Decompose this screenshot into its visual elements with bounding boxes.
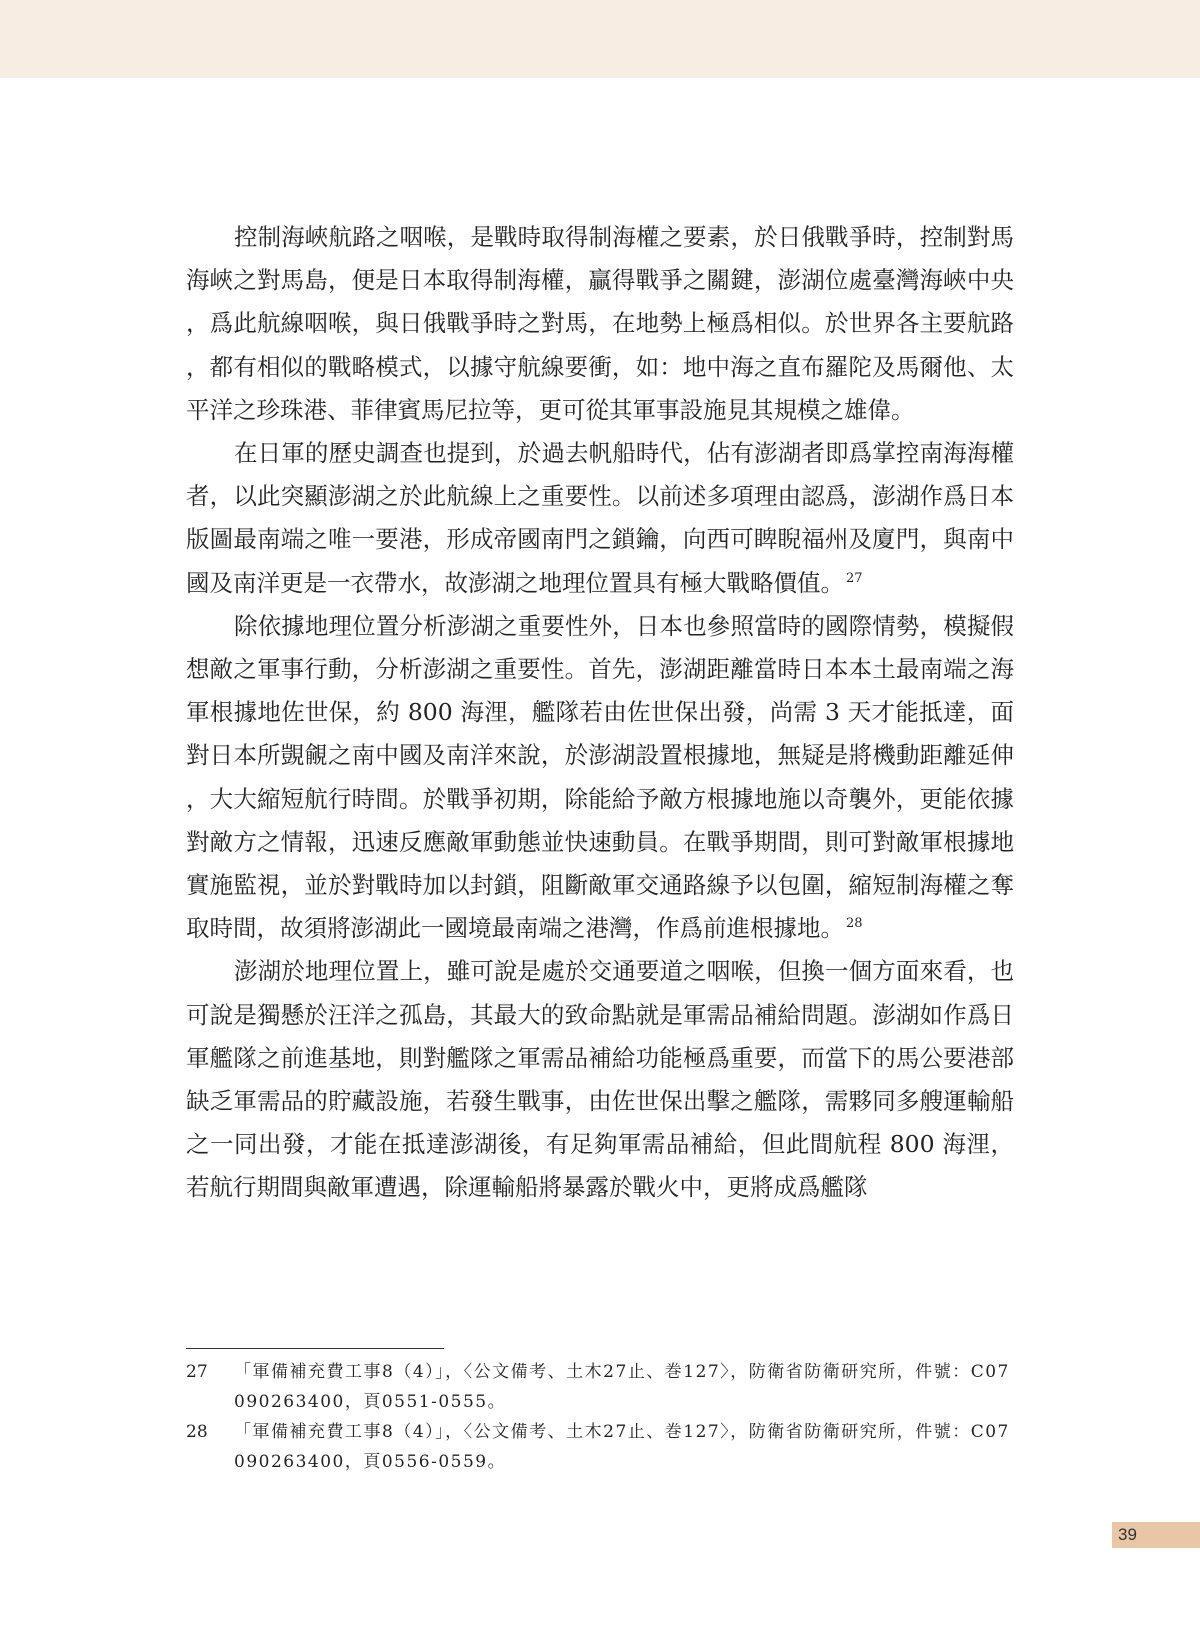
footnote-ref-28[interactable]: 28 — [846, 916, 863, 932]
paragraph-4 — [186, 950, 1014, 1209]
footnote-divider — [186, 1348, 444, 1349]
page-number: 39 — [1118, 1525, 1137, 1544]
footnote-text: 「軍備補充費工事8（4）」，〈公文備考、土木27止、巻127〉，防衛省防衛研究所，件號：C07090263400，頁0551-0555。 — [234, 1362, 1010, 1412]
footnotes — [186, 1357, 1014, 1477]
footnote-number: 27 — [186, 1362, 208, 1382]
paragraph-text: 在日軍的歷史調查也提到，於過去帆船時代，佔有澎湖者即爲掌控南海海權者，以此突顯澎湖之於此航線上之重要性。以前述多項理由認爲，澎湖作爲日本版圖最南端之唯一要港，形成帝國南門之鎖鑰，向西可睥睨福州及廈門，與南中國及南洋更是一衣帶水，故澎湖之地理位置具有極大戰略價值。 — [186, 439, 1014, 597]
body-text — [186, 216, 1014, 1210]
footnote-text: 「軍備補充費工事8（4）」，〈公文備考、土木27止、巻127〉，防衛省防衛研究所，件號：C07090263400，頁0556-0559。 — [234, 1422, 1010, 1472]
paragraph-1 — [186, 216, 1014, 432]
footnote-27 — [186, 1357, 1014, 1417]
paragraph-text: 澎湖於地理位置上，雖可說是處於交通要道之咽喉，但換一個方面來看，也可說是獨懸於汪洋之孤島，其最大的致命點就是軍需品補給問題。澎湖如作爲日軍艦隊之前進基地，則對艦隊之軍需品補給功能極爲重要，而當下的馬公要港部缺乏軍需品的貯藏設施，若發生戰事，由佐世保出擊之艦隊，需夥同多艘運輸船之一同出發，才能在抵達澎湖後，有足夠軍需品補給，但此間航程 800 海浬，若航行期間與敵軍遭遇，除運輸船將暴露於戰火中，更將成爲艦隊 — [186, 957, 1014, 1202]
paragraph-2 — [186, 432, 1014, 605]
paragraph-3 — [186, 605, 1014, 951]
footnote-number: 28 — [186, 1422, 208, 1442]
footnote-ref-27[interactable]: 27 — [846, 570, 863, 586]
paragraph-text: 控制海峽航路之咽喉，是戰時取得制海權之要素，於日俄戰爭時，控制對馬海峽之對馬島，便是日本取得制海權，贏得戰爭之關鍵，澎湖位處臺灣海峽中央，爲此航線咽喉，與日俄戰爭時之對馬，在地勢上極爲相似。於世界各主要航路，都有相似的戰略模式，以據守航線要衝，如：地中海之直布羅陀及馬爾他、太平洋之珍珠港、菲律賓馬尼拉等，更可從其軍事設施見其規模之雄偉。 — [186, 223, 1014, 424]
header-band — [0, 0, 1200, 78]
footnote-28 — [186, 1417, 1014, 1477]
paragraph-text: 除依據地理位置分析澎湖之重要性外，日本也參照當時的國際情勢，模擬假想敵之軍事行動，分析澎湖之重要性。首先，澎湖距離當時日本本土最南端之海軍根據地佐世保，約 800 海浬，艦隊若由佐世保出發，尚需 3 天才能抵達，面對日本所覬覦之南中國及南洋來說，於澎湖設置根據地，無疑是將機動距離延伸，大大縮短航行時間。於戰爭初期，除能給予敵方根據地施以奇襲外，更能依據對敵方之情報，迅速反應敵軍動態並快速動員。在戰爭期間，則可對敵軍根據地實施監視，並於對戰時加以封鎖，阻斷敵軍交通路線予以包圍，縮短制海權之奪取時間，故須將澎湖此一國境最南端之港灣，作爲前進根據地。 — [186, 611, 1014, 943]
